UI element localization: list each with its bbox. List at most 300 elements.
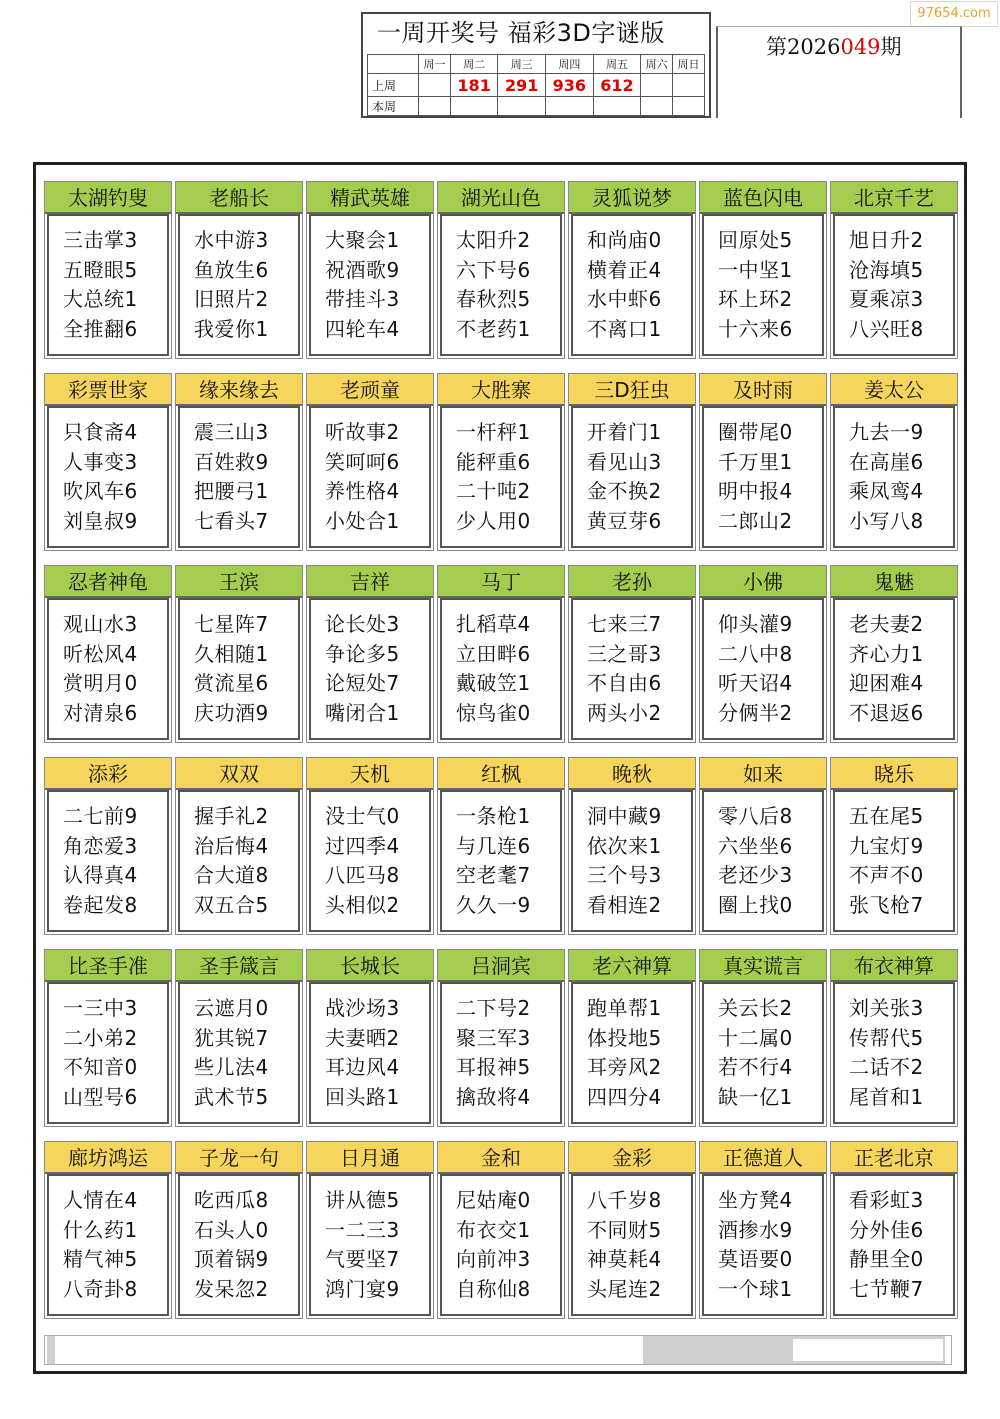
riddle-card (306, 757, 434, 935)
card-author-title: 比圣手准 (45, 950, 171, 982)
riddle-line: 二话不2 (849, 1055, 924, 1079)
riddle-line: 五在尾5 (849, 804, 924, 828)
riddle-line: 老夫妻2 (849, 612, 924, 636)
riddle-line: 尼姑庵0 (456, 1188, 531, 1212)
riddle-line: 不知音0 (63, 1055, 138, 1079)
riddle-line: 擒敌将4 (456, 1084, 531, 1109)
card-author-title: 正德道人 (700, 1142, 826, 1174)
riddle-line: 一三中3 (63, 996, 138, 1020)
riddle-line: 旧照片2 (194, 287, 269, 311)
card-author-title: 天机 (307, 758, 433, 790)
riddle-line: 争论多5 (325, 641, 400, 666)
riddle-line: 向前冲3 (456, 1247, 531, 1271)
card-riddle-list (178, 790, 300, 932)
last-week-row (368, 74, 705, 97)
card-riddle-list (833, 406, 955, 548)
riddle-line: 耳边风4 (325, 1055, 400, 1079)
riddle-card (699, 565, 827, 743)
card-riddle-list (702, 1174, 824, 1316)
card-riddle-list (571, 1174, 693, 1316)
riddle-line: 过四季4 (325, 833, 400, 858)
riddle-line: 大总统1 (63, 287, 138, 311)
riddle-line: 没士气0 (325, 804, 400, 828)
card-riddle-list (833, 982, 955, 1124)
riddle-line: 七看头7 (194, 508, 269, 533)
last-week-label: 上周 (368, 74, 419, 97)
riddle-line: 圈上找0 (718, 892, 793, 917)
card-riddle-list (309, 790, 431, 932)
riddle-line: 祝酒歌9 (325, 257, 400, 282)
riddle-card (699, 1141, 827, 1319)
riddle-line: 耳旁风2 (587, 1055, 662, 1079)
riddle-line: 二下号2 (456, 996, 531, 1020)
riddle-line: 对清泉6 (63, 700, 138, 725)
riddle-line: 听故事2 (325, 420, 400, 444)
riddle-line: 不自由6 (587, 671, 662, 695)
panel-title: 一周开奖号 福彩3D字谜版 (377, 19, 665, 47)
riddle-card (437, 373, 565, 551)
card-author-title: 缘来缘去 (176, 374, 302, 406)
card-riddle-list (571, 982, 693, 1124)
issue-label (766, 31, 902, 61)
riddle-line: 卷起发8 (63, 892, 138, 917)
card-author-title: 马丁 (438, 566, 564, 598)
this-week-fri (593, 97, 641, 116)
card-riddle-list (47, 406, 169, 548)
card-riddle-list (571, 406, 693, 548)
riddle-line: 夫妻晒2 (325, 1025, 400, 1050)
card-riddle-list (178, 406, 300, 548)
riddle-line: 张飞枪7 (849, 892, 924, 917)
riddle-line: 一个球1 (718, 1276, 793, 1301)
day-fri: 周五 (593, 55, 641, 74)
riddle-card (175, 949, 303, 1127)
riddle-line: 角恋爱3 (63, 833, 138, 858)
riddle-card-grid (44, 181, 958, 1319)
this-week-sun (673, 97, 705, 116)
riddle-line: 莫语要0 (718, 1247, 793, 1271)
riddle-line: 观山水3 (63, 612, 138, 636)
riddle-line: 太阳升2 (456, 228, 531, 252)
riddle-line: 明中报4 (718, 479, 793, 503)
card-riddle-list (440, 598, 562, 740)
riddle-line: 听松风4 (63, 641, 138, 666)
riddle-line: 七节鞭7 (849, 1276, 924, 1301)
riddle-line: 坐方凳4 (718, 1188, 793, 1212)
riddle-line: 把腰弓1 (194, 479, 269, 503)
riddle-line: 小写八8 (849, 508, 924, 533)
riddle-card (306, 949, 434, 1127)
card-author-title: 子龙一句 (176, 1142, 302, 1174)
weekday-row (368, 55, 705, 74)
riddle-line: 只食斋4 (63, 420, 138, 444)
riddle-line: 迎困难4 (849, 671, 924, 695)
riddle-card (306, 1141, 434, 1319)
riddle-line: 三击掌3 (63, 228, 138, 252)
card-riddle-list (178, 598, 300, 740)
riddle-line: 环上环2 (718, 287, 793, 311)
card-riddle-list (440, 1174, 562, 1316)
riddle-line: 吹风车6 (63, 479, 138, 503)
riddle-line: 战沙场3 (325, 996, 400, 1020)
riddle-card (699, 757, 827, 935)
riddle-line: 回头路1 (325, 1084, 400, 1109)
card-riddle-list (309, 982, 431, 1124)
riddle-line: 惊鸟雀0 (456, 700, 531, 725)
riddle-card (699, 181, 827, 359)
riddle-line: 双五合5 (194, 892, 269, 917)
riddle-line: 云遮月0 (194, 996, 269, 1020)
riddle-line: 不老药1 (456, 316, 531, 341)
riddle-card (437, 565, 565, 743)
issue-prefix: 第2026 (766, 35, 841, 59)
riddle-line: 全推翻6 (63, 316, 138, 341)
card-riddle-list (702, 790, 824, 932)
riddle-line: 二八中8 (718, 641, 793, 666)
riddle-card (437, 757, 565, 935)
card-author-title: 双双 (176, 758, 302, 790)
riddle-line: 八匹马8 (325, 863, 400, 887)
riddle-card (568, 565, 696, 743)
card-riddle-list (702, 406, 824, 548)
riddle-line: 开着门1 (587, 420, 662, 444)
card-author-title: 蓝色闪电 (700, 182, 826, 214)
riddle-line: 跑单帮1 (587, 996, 662, 1020)
riddle-line: 久相随1 (194, 641, 269, 666)
riddle-line: 发呆忽2 (194, 1276, 269, 1301)
riddle-line: 夏乘凉3 (849, 287, 924, 311)
riddle-card (699, 949, 827, 1127)
riddle-line: 看相连2 (587, 892, 662, 917)
riddle-line: 不退返6 (849, 700, 924, 725)
riddle-line: 布衣交1 (456, 1217, 531, 1242)
riddle-line: 吃西瓜8 (194, 1188, 269, 1212)
riddle-card (44, 757, 172, 935)
riddle-line: 握手礼2 (194, 804, 269, 828)
riddle-line: 嘴闭合1 (325, 700, 400, 725)
riddle-card (830, 373, 958, 551)
card-riddle-list (833, 214, 955, 356)
riddle-line: 金不换2 (587, 479, 662, 503)
corner-cell (368, 55, 419, 74)
last-week-thu: 936 (546, 74, 594, 97)
riddle-card (175, 181, 303, 359)
card-author-title: 小佛 (700, 566, 826, 598)
riddle-card (437, 1141, 565, 1319)
riddle-line: 二七前9 (63, 804, 138, 828)
riddle-line: 听天诏4 (718, 671, 793, 695)
riddle-line: 能秤重6 (456, 449, 531, 474)
card-author-title: 及时雨 (700, 374, 826, 406)
riddle-line: 回原处5 (718, 228, 793, 252)
riddle-card (830, 949, 958, 1127)
card-author-title: 金彩 (569, 1142, 695, 1174)
riddle-line: 少人用0 (456, 508, 531, 533)
riddle-line: 二十吨2 (456, 479, 531, 503)
riddle-line: 犹其锐7 (194, 1025, 269, 1050)
card-riddle-list (571, 214, 693, 356)
last-week-fri: 612 (593, 74, 641, 97)
riddle-card (830, 757, 958, 935)
card-riddle-list (702, 982, 824, 1124)
card-riddle-list (309, 406, 431, 548)
riddle-line: 庆功酒9 (194, 700, 269, 725)
card-author-title: 老孙 (569, 566, 695, 598)
issue-number-box (716, 26, 962, 118)
card-author-title: 精武英雄 (307, 182, 433, 214)
card-riddle-list (702, 214, 824, 356)
riddle-card (568, 373, 696, 551)
riddle-line: 十六来6 (718, 316, 793, 341)
card-author-title: 吕洞宾 (438, 950, 564, 982)
riddle-line: 什么药1 (63, 1217, 138, 1242)
riddle-line: 一杆秤1 (456, 420, 531, 444)
card-riddle-list (833, 598, 955, 740)
riddle-line: 横着正4 (587, 257, 662, 282)
riddle-line: 酒掺水9 (718, 1217, 793, 1242)
last-week-wed: 291 (498, 74, 546, 97)
riddle-card (830, 181, 958, 359)
riddle-board (33, 162, 967, 1374)
card-author-title: 三D狂虫 (569, 374, 695, 406)
site-watermark-badge: 97654.com (910, 1, 998, 27)
riddle-line: 山型号6 (63, 1084, 138, 1109)
riddle-line: 七来三7 (587, 612, 662, 636)
riddle-line: 依次来1 (587, 833, 662, 858)
riddle-line: 九去一9 (849, 420, 924, 444)
riddle-line: 治后悔4 (194, 833, 269, 858)
riddle-line: 大聚会1 (325, 228, 400, 252)
this-week-sat (641, 97, 673, 116)
riddle-line: 赏明月0 (63, 671, 138, 695)
riddle-line: 刘关张3 (849, 996, 924, 1020)
riddle-line: 看见山3 (587, 449, 662, 474)
card-riddle-list (571, 790, 693, 932)
this-week-thu (546, 97, 594, 116)
card-author-title: 北京千艺 (831, 182, 957, 214)
card-riddle-list (309, 1174, 431, 1316)
card-author-title: 日月通 (307, 1142, 433, 1174)
riddle-line: 七星阵7 (194, 612, 269, 636)
riddle-card (44, 181, 172, 359)
last-week-mon (419, 74, 451, 97)
riddle-line: 石头人0 (194, 1217, 269, 1242)
riddle-line: 九宝灯9 (849, 833, 924, 858)
card-author-title: 灵狐说梦 (569, 182, 695, 214)
riddle-card (306, 181, 434, 359)
riddle-line: 人情在4 (63, 1188, 138, 1212)
riddle-line: 零八后8 (718, 804, 793, 828)
card-author-title: 老船长 (176, 182, 302, 214)
riddle-card (175, 757, 303, 935)
riddle-line: 静里全0 (849, 1247, 924, 1271)
riddle-line: 尾首和1 (849, 1084, 924, 1109)
day-wed: 周三 (498, 55, 546, 74)
riddle-line: 赏流星6 (194, 671, 269, 695)
day-tue: 周二 (450, 55, 498, 74)
last-week-sun (673, 74, 705, 97)
issue-number: 049 (840, 35, 881, 59)
riddle-line: 水中虾6 (587, 287, 662, 311)
riddle-line: 春秋烈5 (456, 287, 531, 311)
riddle-line: 分俩半2 (718, 700, 793, 725)
riddle-card (175, 373, 303, 551)
this-week-label: 本周 (368, 97, 419, 116)
riddle-line: 刘皇叔9 (63, 508, 138, 533)
card-author-title: 鬼魅 (831, 566, 957, 598)
card-author-title: 金和 (438, 1142, 564, 1174)
riddle-line: 八兴旺8 (849, 316, 924, 341)
riddle-line: 两头小2 (587, 700, 662, 725)
riddle-line: 头相似2 (325, 892, 400, 917)
riddle-line: 三个号3 (587, 863, 662, 887)
card-author-title: 圣手箴言 (176, 950, 302, 982)
riddle-line: 洞中藏9 (587, 804, 662, 828)
riddle-line: 关云长2 (718, 996, 793, 1020)
footer-left-marker (47, 1336, 55, 1364)
card-riddle-list (833, 1174, 955, 1316)
card-riddle-list (440, 982, 562, 1124)
riddle-line: 不声不0 (849, 863, 924, 887)
riddle-line: 四四分4 (587, 1084, 662, 1109)
riddle-line: 论长处3 (325, 612, 400, 636)
riddle-line: 和尚庙0 (587, 228, 662, 252)
riddle-line: 头尾连2 (587, 1276, 662, 1301)
card-riddle-list (309, 214, 431, 356)
riddle-card (830, 1141, 958, 1319)
day-thu: 周四 (546, 55, 594, 74)
riddle-line: 戴破笠1 (456, 671, 531, 695)
card-author-title: 大胜寨 (438, 374, 564, 406)
riddle-line: 顶着锅9 (194, 1247, 269, 1271)
riddle-card (699, 373, 827, 551)
riddle-line: 旭日升2 (849, 228, 924, 252)
card-riddle-list (440, 790, 562, 932)
footer-blank-field (793, 1339, 943, 1361)
riddle-card (44, 373, 172, 551)
riddle-line: 二小弟2 (63, 1025, 138, 1050)
riddle-line: 空老耄7 (456, 863, 531, 887)
riddle-line: 鱼放生6 (194, 257, 269, 282)
riddle-card (175, 565, 303, 743)
riddle-line: 黄豆芽6 (587, 508, 662, 533)
day-sat: 周六 (641, 55, 673, 74)
riddle-line: 久久一9 (456, 892, 531, 917)
riddle-line: 齐心力1 (849, 641, 924, 666)
riddle-line: 些儿法4 (194, 1055, 269, 1079)
riddle-line: 精气神5 (63, 1247, 138, 1271)
card-author-title: 正老北京 (831, 1142, 957, 1174)
riddle-line: 二郎山2 (718, 508, 793, 533)
last-week-sat (641, 74, 673, 97)
card-author-title: 晓乐 (831, 758, 957, 790)
riddle-card (306, 373, 434, 551)
riddle-line: 五瞪眼5 (63, 257, 138, 282)
riddle-line: 看彩虹3 (849, 1188, 924, 1212)
riddle-line: 论短处7 (325, 671, 400, 695)
card-riddle-list (571, 598, 693, 740)
riddle-line: 武术节5 (194, 1084, 269, 1109)
riddle-line: 一中坚1 (718, 257, 793, 282)
card-riddle-list (47, 790, 169, 932)
riddle-line: 不离口1 (587, 316, 662, 341)
riddle-card (568, 757, 696, 935)
card-author-title: 布衣神算 (831, 950, 957, 982)
riddle-line: 笑呵呵6 (325, 449, 400, 474)
card-author-title: 吉祥 (307, 566, 433, 598)
riddle-line: 四轮车4 (325, 316, 400, 341)
card-author-title: 湖光山色 (438, 182, 564, 214)
riddle-card (830, 565, 958, 743)
card-riddle-list (47, 982, 169, 1124)
issue-suffix: 期 (880, 35, 902, 59)
riddle-line: 扎稻草4 (456, 612, 531, 636)
day-mon: 周一 (419, 55, 451, 74)
riddle-line: 养性格4 (325, 479, 400, 503)
card-riddle-list (47, 598, 169, 740)
card-riddle-list (440, 214, 562, 356)
day-sun: 周日 (673, 55, 705, 74)
card-author-title: 太湖钓叟 (45, 182, 171, 214)
card-riddle-list (178, 982, 300, 1124)
card-author-title: 如来 (700, 758, 826, 790)
card-author-title: 姜太公 (831, 374, 957, 406)
riddle-line: 认得真4 (63, 863, 138, 887)
riddle-line: 水中游3 (194, 228, 269, 252)
card-author-title: 老顽童 (307, 374, 433, 406)
riddle-line: 鸿门宴9 (325, 1276, 400, 1301)
riddle-line: 带挂斗3 (325, 287, 400, 311)
riddle-line: 十二属0 (718, 1025, 793, 1050)
riddle-line: 分外佳6 (849, 1217, 924, 1242)
card-author-title: 老六神算 (569, 950, 695, 982)
card-author-title: 彩票世家 (45, 374, 171, 406)
riddle-line: 与几连6 (456, 833, 531, 858)
card-author-title: 长城长 (307, 950, 433, 982)
card-riddle-list (47, 1174, 169, 1316)
card-riddle-list (702, 598, 824, 740)
riddle-line: 一条枪1 (456, 804, 531, 828)
riddle-line: 立田畔6 (456, 641, 531, 666)
riddle-card (568, 1141, 696, 1319)
riddle-line: 六坐坐6 (718, 833, 793, 858)
riddle-line: 神莫耗4 (587, 1247, 662, 1271)
card-author-title: 廊坊鸿运 (45, 1142, 171, 1174)
riddle-card (568, 181, 696, 359)
this-week-tue (450, 97, 498, 116)
card-author-title: 真实谎言 (700, 950, 826, 982)
riddle-line: 千万里1 (718, 449, 793, 474)
riddle-line: 圈带尾0 (718, 420, 793, 444)
riddle-line: 自称仙8 (456, 1276, 531, 1301)
riddle-line: 八奇卦8 (63, 1276, 138, 1301)
riddle-line: 气要坚7 (325, 1247, 400, 1271)
riddle-card (568, 949, 696, 1127)
riddle-line: 百姓救9 (194, 449, 269, 474)
card-riddle-list (47, 214, 169, 356)
riddle-line: 我爱你1 (194, 316, 269, 341)
riddle-card (44, 565, 172, 743)
riddle-line: 仰头灌9 (718, 612, 793, 636)
riddle-line: 乘凤鸾4 (849, 479, 924, 503)
footer-bar (44, 1335, 952, 1365)
riddle-line: 若不行4 (718, 1055, 793, 1079)
riddle-card (437, 949, 565, 1127)
riddle-line: 老还少3 (718, 863, 793, 887)
card-author-title: 添彩 (45, 758, 171, 790)
riddle-card (44, 949, 172, 1127)
riddle-line: 聚三军3 (456, 1025, 531, 1050)
